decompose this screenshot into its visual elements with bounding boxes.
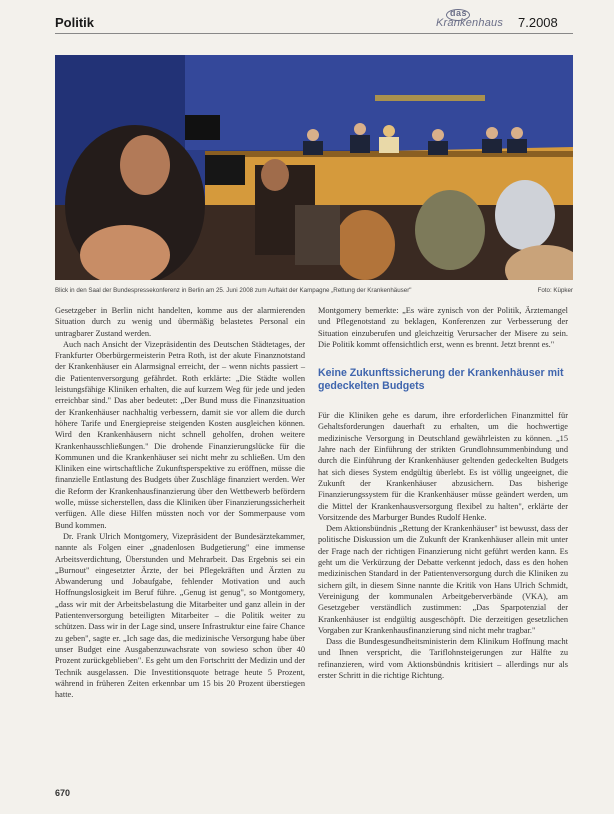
left-paragraph-2: Auch nach Ansicht der Vizepräsidentin des Deutschen Städtetages, der Frankfurter Oberbürgermeisterin Petra Roth, ist der akute Finanznotstand der Krankenhäuser ein Alarmsignal erreicht, der – wenn nichts passiert – die Patientenversorgung gefährdet. Roth erklärte: „Die Städte wollen leistungsfähige Kliniken erhalten, die auf kurzem Weg für jede und jeden erreichbar sind." Das aber bedeutet: „Der Bund muss die Finanzsituation der Krankenhäuser nachhaltig verbessern, damit sie vor allem die durch höhere Tarife und Energiepreise steigenden Kosten ausgleichen können. Wird den Krankenhäusern nicht schnell geholfen, drohen weitere Krankenhausschließungen." Die drohende Finanzierungslücke für die Kommunen und die Krankenhäuser sei nicht mehr zu schließen. Um den Kliniken eine wirtschaftliche Zukunftsperspektive zu eröffnen, müsse die finanzielle Entlastung des Budgets über Zuschläge finanziert werden. Wer die Reform der Krankenhausfinanzierung über den Wettbewerb befördern wolle, müsse sicherstellen, dass die Kliniken über Finanzierungssicherheit verfügen. Alle diese Hilfen müssten noch vor der Sommerpause vom Bund kommen. (55, 339, 305, 530)
left-paragraph-3: Dr. Frank Ulrich Montgomery, Vizepräsident der Bundesärztekammer, nannte als Folgen einer „gnadenlosen Budgetierung" eine immense Arbeitsverdichtung, Überstunden und Mehrarbeit. Das Ergebnis sei ein „Burnout" eingesetzter Ärzte, der bei Pflegekräften und Ärzten zu Abwanderung und Jobaufgabe, fehlender Motivation und auch Hoffnungslosigkeit im Beruf führe. „Genug ist genug", so Montgomery, „dass wir mit der Arbeitsbelastung die Mitarbeiter und ganz allein in der Patientenversorgung beteiligten Mitarbeiter – die Politik weiter zu schützen. Dass wir in der Lage sind, unsere Infrastruktur eine faire Chance zu geben", sagte er. „Ich sage das, die medizinische Versorgung habe über unser Budget eine Ausgabenzuwachsrate von sowieso schon über 40 Prozent zurückgeblieben". Es geht um den Fortschritt der Medizin und der Technik ausgelassen. Die Investitionsquote betrage heute 5 Prozent, während in früheren Zeiten erkennbar um 15 bis 20 Prozent überstiegen hatte. (55, 531, 305, 700)
header-rule (55, 33, 573, 34)
photo-credit: Foto: Küpker (537, 287, 573, 294)
logo-top-text: das (450, 8, 468, 18)
photo-caption (55, 287, 573, 297)
right-column (318, 305, 568, 681)
section-title: Politik (55, 15, 95, 30)
right-paragraph-1: Für die Kliniken gehe es darum, ihre erforderlichen Finanzmittel für Gehaltsforderungen dauerhaft zu erhalten, um die hochwertige medizinische Versorgung in Deutschland gewährleisten zu können. „15 Jahre nach der Einführung der strikten Grundlohnsummenbindung und durch die Einführung der Krankenhäuser geltenden gedeckelten Budgets hat sich dieses System endgültig überlebt. Es ist völlig ungeeignet, die Zukunft der Krankenhäuser abzusichern. Das bisherige Finanzierungssystem für die Krankenhäuser müsse geändert werden, um die Mittel der Krankenhausversorgung flexibel zu halten", erklärte der Vorsitzende des Marburger Bundes Rudolf Henke. (318, 411, 568, 522)
page-number: 670 (55, 788, 71, 798)
press-conference-photo (55, 55, 573, 280)
right-paragraph-2: Dem Aktionsbündnis „Rettung der Krankenhäuser" ist bewusst, dass der politische Diskussion um die Zukunft der Krankenhäuser allein mit unter der Frage nach der richtigen Finanzierung nicht geführt werden kann. Es geht um die Verkürzung der Debatte verkennt jedoch, dass es den hohen medizinischen Standard in der Patientenversorgung durch die Kliniken zu sichern gilt, in diesem Sinne nannte die Kritik von Hans Ulrich Schmidt, Vereinigung der kommunalen Arbeitgeberverbände (VKA), am Gesetzgeber verständlich zustimmen: „Das Sparpotenzial der Krankenhäuser ist endgültig ausgeschöpft. Die derzeitigen gesetzlichen Vorgaben zur Krankenhausfinanzierung sind nicht mehr tragbar." (318, 524, 568, 635)
photo-illustration (55, 55, 573, 280)
issue-number: 7.2008 (518, 15, 558, 30)
logo-bottom-text: Krankenhaus (436, 17, 504, 29)
magazine-logo (430, 8, 510, 32)
right-intro-paragraph: Montgomery bemerkte: „Es wäre zynisch von der Politik, Ärztemangel und Pflegenotstand zu beklagen, Konferenzen zur Verbesserung der Situation einzuberufen und gleichzeitig Verursacher der Misere zu sein. Die Politik kommt offensichtlich erst, wenn es brennt. Jetzt brennt es." (318, 306, 568, 349)
caption-text: Blick in den Saal der Bundespressekonferenz in Berlin am 25. Juni 2008 zum Auftakt der Kampagne „Rettung der Krankenhäuser" (55, 287, 412, 294)
article-subheading: Keine Zukunftssicherung der Krankenhäuser mit gedeckelten Budgets (318, 367, 564, 392)
left-column (55, 305, 305, 700)
left-paragraph-1: Gesetzgeber in Berlin nicht handelten, komme aus der alarmierenden Situation durch zu wenig und übermäßig belastetes Personal ein untragbarer Zustand werden. (55, 306, 305, 338)
right-paragraph-3: Dass die Bundesgesundheitsministerin dem Klinikum Hoffnung macht und Ihnen verspricht, die Tariflohnsteigerungen zur Hälfte zu refinanzieren, wird vom Aktionsbündnis kritisiert – allerdings nur als erster Schritt in die richtige Richtung. (318, 637, 568, 681)
